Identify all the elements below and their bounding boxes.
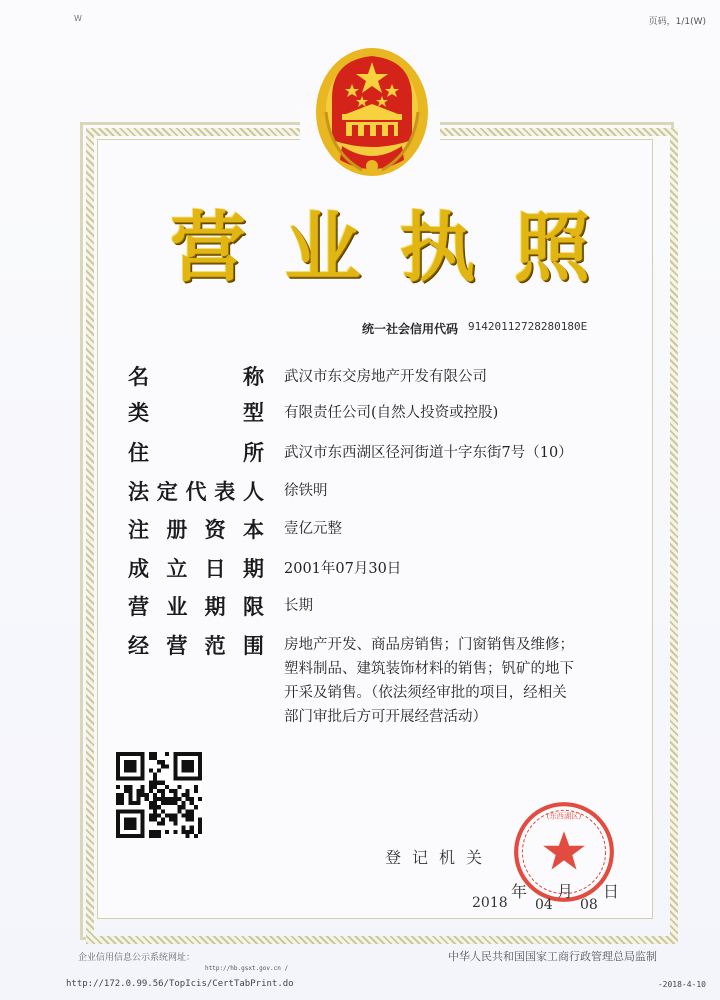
field-label-established: 成 立 日 期 [128, 557, 264, 581]
date-month-char: 月 [557, 882, 574, 901]
credit-code-value: 91420112728280180E [468, 320, 588, 333]
field-label-legal-rep: 法 定 代 表 人 [128, 480, 264, 504]
field-value-scope [284, 633, 629, 729]
field-value-legal-rep: 徐铁明 [284, 483, 328, 499]
national-emblem-icon [312, 42, 432, 182]
qr-code-icon [116, 752, 202, 838]
print-url: http://172.0.99.56/TopIcis/CertTabPrint.do [66, 979, 294, 989]
title-char: 营 [170, 203, 246, 292]
field-label-term: 营 业 期 限 [128, 595, 264, 619]
gsxt-url: http://hb.gsxt.gov.cn / [205, 965, 289, 972]
scope-line: 开采及销售。（依法须经审批的项目，经相关 [284, 685, 567, 701]
field-value-name: 武汉市东交房地产开发有限公司 [284, 369, 487, 385]
page-number: 页码，1/1(W) [648, 17, 706, 27]
field-label-type: 类 型 [128, 401, 264, 425]
date-day-char: 日 [603, 882, 620, 901]
credit-code-label: 统一社会信用代码 [362, 322, 459, 336]
corner-mark: W [74, 14, 82, 23]
date-day: 08 [580, 897, 598, 913]
footer-note: 企业信用信息公示系统网址： [78, 953, 196, 963]
title-char: 业 [284, 203, 361, 292]
supervision-note: 中华人民共和国国家工商行政管理总局监制 [448, 950, 657, 963]
scope-line: 塑料制品、建筑装饰材料的销售；钒矿的地下 [284, 661, 574, 677]
registration-authority: 登记机关 [385, 848, 494, 867]
field-value-address: 武汉市东西湖区径河街道十字东街7号（10） [284, 445, 573, 461]
field-value-capital: 壹亿元整 [284, 521, 342, 537]
field-value-term: 长期 [284, 598, 313, 614]
scope-line: 部门审批后方可开展经营活动） [284, 709, 487, 725]
license-title [170, 198, 590, 298]
scope-line: 房地产开发、商品房销售；门窗销售及维修； [284, 637, 574, 653]
seal-text: (东西湖区) [546, 811, 582, 821]
field-value-type: 有限责任公司(自然人投资或控股) [284, 405, 499, 421]
field-label-address: 住 所 [128, 441, 264, 465]
date-year: 2018 [472, 895, 508, 911]
print-date: -2018-4-10 [657, 980, 706, 989]
date-year-char: 年 [511, 882, 528, 901]
field-label-scope: 经 营 范 围 [128, 634, 264, 658]
title-char: 执 [399, 203, 476, 292]
date-month: 04 [535, 897, 553, 913]
field-label-name: 名 称 [128, 365, 264, 389]
field-label-capital: 注 册 资 本 [128, 518, 264, 542]
title-char: 照 [513, 203, 590, 292]
field-value-established: 2001年07月30日 [284, 561, 402, 577]
